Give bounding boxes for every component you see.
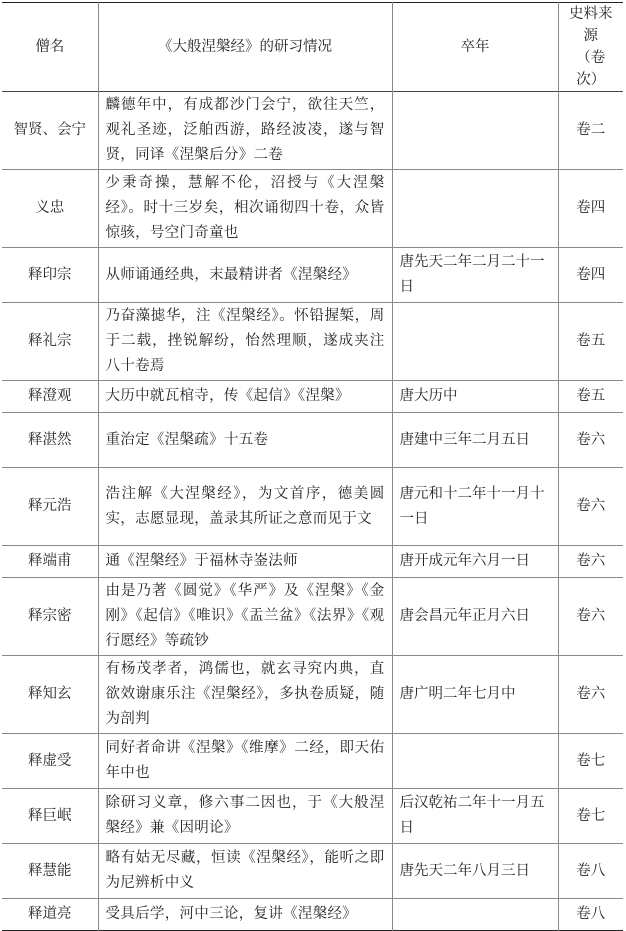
study-description: 乃奋藻摅华，注《涅槃经》。怀铅握椠，周于二载，挫锐解纷，怡然理顺，遂成夹注八十卷焉 xyxy=(98,303,392,381)
study-description: 有杨茂孝者，鸿儒也，就玄寻究内典，直欲效谢康乐注《涅槃经》，多执卷质疑，随为剖判 xyxy=(98,656,392,734)
table-row xyxy=(2,381,623,413)
death-year: 唐开成元年六月一日 xyxy=(392,546,558,578)
death-year: 唐元和十二年十一月十一日 xyxy=(392,468,558,546)
monk-name: 释端甫 xyxy=(28,553,72,569)
study-description: 重治定《涅槃疏》十五卷 xyxy=(98,413,392,468)
header-row xyxy=(2,3,623,92)
source-volume: 卷六 xyxy=(558,468,623,546)
death-year: 唐广明二年七月中 xyxy=(392,656,558,734)
study-description: 受具后学，河中三论，复讲《涅槃经》 xyxy=(98,899,392,931)
death-year: 后汉乾祐二年十一月五日 xyxy=(392,789,558,844)
table-row xyxy=(2,92,623,170)
table-row xyxy=(2,899,623,931)
monk-name: 释宗密 xyxy=(28,608,72,624)
study-description: 略有姑无尽藏，恒读《涅槃经》，能听之即为尼辨析中义 xyxy=(98,844,392,899)
study-description: 同好者命讲《涅槃》《维摩》二经，即天佑年中也 xyxy=(98,734,392,789)
source-volume: 卷六 xyxy=(558,546,623,578)
monk-name: 释礼宗 xyxy=(28,333,72,349)
monk-name: 义忠 xyxy=(35,200,65,216)
monk-name: 释湛然 xyxy=(28,431,72,448)
table-row xyxy=(2,844,623,899)
death-year: 唐先天二年二月二十一日 xyxy=(392,248,558,303)
source-volume: 卷六 xyxy=(558,413,623,468)
table-row xyxy=(2,789,623,844)
table-container xyxy=(2,2,623,931)
death-year xyxy=(392,899,558,931)
table-row xyxy=(2,170,623,248)
source-volume: 卷二 xyxy=(558,92,623,170)
source-volume: 卷八 xyxy=(558,844,623,899)
death-year: 唐会昌元年正月六日 xyxy=(392,578,558,656)
death-year xyxy=(392,734,558,789)
death-year xyxy=(392,303,558,381)
header-source-line1: 史料来源 xyxy=(569,6,613,44)
source-volume: 卷六 xyxy=(558,656,623,734)
source-volume: 卷六 xyxy=(558,578,623,656)
table-row xyxy=(2,468,623,546)
death-year xyxy=(392,170,558,248)
header-source-line2: （卷次） xyxy=(576,50,606,88)
monk-name: 释巨岷 xyxy=(28,807,72,824)
study-description: 少秉奇操，慧解不伦，沼授与《大涅槃经》。时十三岁矣，相次诵彻四十卷，众皆惊骇，号空门奇童也 xyxy=(98,170,392,248)
source-volume: 卷七 xyxy=(558,789,623,844)
monk-name: 释元浩 xyxy=(28,498,72,514)
study-description: 浩注解《大涅槃经》，为文首序，德美圆实，志愿显现，盖录其所证之意而见于文 xyxy=(98,468,392,546)
table-row xyxy=(2,248,623,303)
monk-nirvana-sutra-table xyxy=(2,2,623,931)
monk-name: 释慧能 xyxy=(28,862,72,879)
source-volume: 卷四 xyxy=(558,170,623,248)
table-row xyxy=(2,734,623,789)
source-volume: 卷四 xyxy=(558,248,623,303)
monk-name: 智贤、会宁 xyxy=(13,122,86,138)
study-description: 大历中就瓦棺寺，传《起信》《涅槃》 xyxy=(98,381,392,413)
header-study: 《大般涅槃经》的研习情况 xyxy=(98,3,392,92)
table-row xyxy=(2,303,623,381)
study-description: 通《涅槃经》于福林寺崟法师 xyxy=(98,546,392,578)
source-volume: 卷五 xyxy=(558,381,623,413)
table-row xyxy=(2,656,623,734)
source-volume: 卷八 xyxy=(558,899,623,931)
source-volume: 卷七 xyxy=(558,734,623,789)
death-year: 唐建中三年二月五日 xyxy=(392,413,558,468)
study-description: 从师诵通经典，末最精讲者《涅槃经》 xyxy=(98,248,392,303)
study-description: 麟德年中，有成都沙门会宁，欲往天竺，观礼圣迹，泛舶西游，路经波凌，遂与智贤，同译《涅槃后分》二卷 xyxy=(98,92,392,170)
study-description: 除研习义章，修六事二因也，于《大般涅槃经》兼《因明论》 xyxy=(98,789,392,844)
source-volume: 卷五 xyxy=(558,303,623,381)
header-source xyxy=(558,3,623,92)
header-name: 僧名 xyxy=(35,38,65,55)
monk-name: 释虚受 xyxy=(28,752,72,769)
death-year: 唐先天二年八月三日 xyxy=(392,844,558,899)
monk-name: 释印宗 xyxy=(28,266,72,283)
header-year: 卒年 xyxy=(392,3,558,92)
table-row xyxy=(2,413,623,468)
monk-name: 释澄观 xyxy=(28,388,72,404)
study-description: 由是乃著《圆觉》《华严》及《涅槃》《金刚》《起信》《唯识》《盂兰盆》《法界》《观行愿经》等疏钞 xyxy=(98,578,392,656)
death-year xyxy=(392,92,558,170)
table-row xyxy=(2,578,623,656)
monk-name: 释道亮 xyxy=(28,906,72,922)
monk-name: 释知玄 xyxy=(28,686,72,702)
death-year: 唐大历中 xyxy=(392,381,558,413)
table-row xyxy=(2,546,623,578)
